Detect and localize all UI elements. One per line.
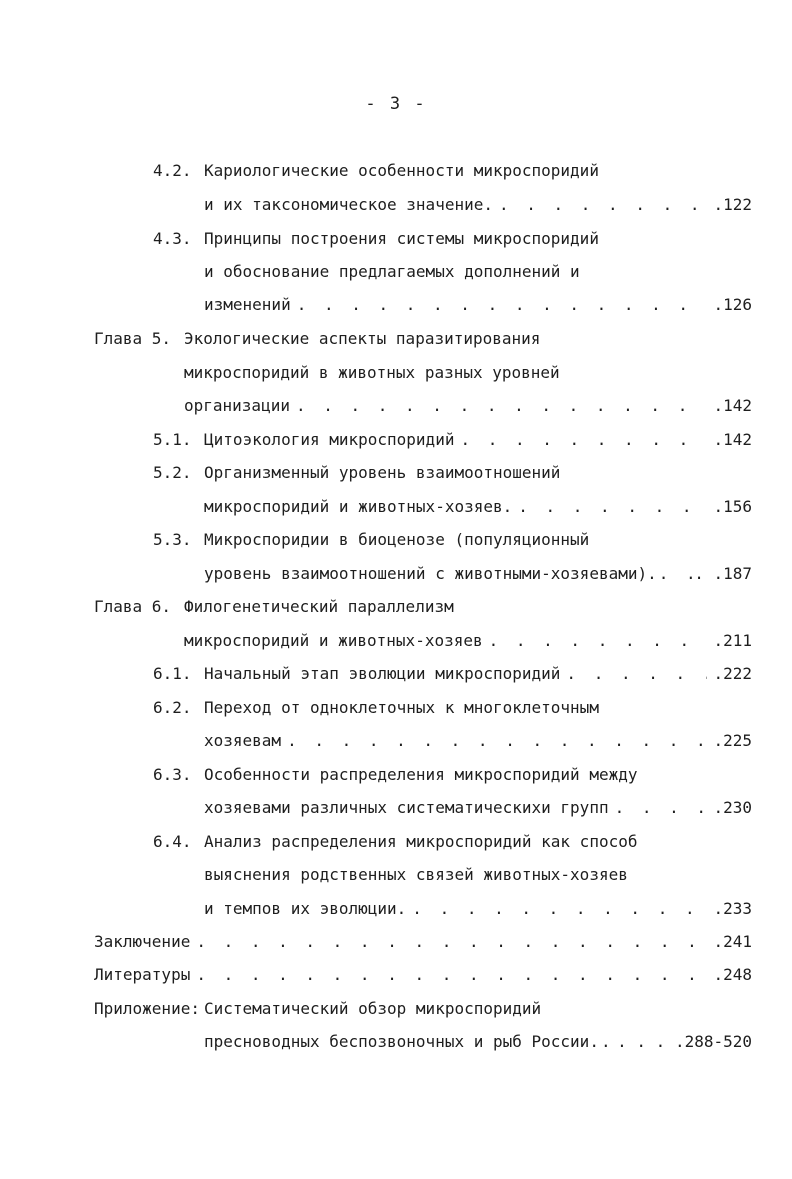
toc-4-2-line1: Кариологические особенности микроспоридий bbox=[204, 161, 599, 180]
toc-6-2-page: .225 bbox=[713, 731, 752, 750]
toc-literature-label: Литературы bbox=[94, 965, 191, 984]
toc-4-2-page: .122 bbox=[713, 195, 752, 214]
toc-entry-6-1[interactable] bbox=[204, 666, 752, 682]
toc-5-2-line2: микроспоридий и животных-хозяев. bbox=[204, 497, 513, 516]
toc-entry-ch5[interactable] bbox=[184, 398, 752, 414]
leader-dots bbox=[518, 499, 707, 515]
toc-6-4-line2: выяснения родственных связей животных-хозяев bbox=[204, 865, 628, 884]
leader-dots bbox=[615, 800, 708, 816]
toc-num-ch5: Глава 5. bbox=[94, 329, 172, 348]
leader-dots bbox=[297, 297, 708, 313]
toc-5-1-page: .142 bbox=[713, 430, 752, 449]
toc-ch6-line2: микроспоридий и животных-хозяев bbox=[184, 631, 483, 650]
toc-entry-4-2[interactable] bbox=[204, 197, 752, 213]
toc-num-5-1: 5.1. bbox=[153, 430, 192, 449]
leader-dots bbox=[296, 398, 708, 414]
toc-num-6-3: 6.3. bbox=[153, 765, 192, 784]
toc-6-3-page: .230 bbox=[713, 798, 752, 817]
toc-4-3-line2: и обоснование предлагаемых дополнений и bbox=[204, 262, 580, 281]
toc-entry-5-2[interactable] bbox=[204, 499, 752, 515]
toc-num-4-3: 4.3. bbox=[153, 229, 192, 248]
leader-dots bbox=[499, 197, 707, 213]
toc-conclusion-label: Заключение bbox=[94, 932, 191, 951]
toc-5-2-line1: Организменный уровень взаимоотношений bbox=[204, 463, 561, 482]
leader-dots bbox=[489, 633, 708, 649]
toc-entry-conclusion[interactable] bbox=[94, 934, 752, 950]
toc-appendix-line1: Систематический обзор микроспоридий bbox=[204, 999, 542, 1018]
toc-6-4-page: .233 bbox=[713, 899, 752, 918]
toc-entry-ch6[interactable] bbox=[184, 633, 752, 649]
toc-6-2-line1: Переход от одноклеточных к многоклеточным bbox=[204, 698, 599, 717]
toc-appendix-line2: пресноводных беспозвоночных и рыб России. bbox=[204, 1032, 599, 1051]
toc-entry-appendix[interactable] bbox=[204, 1034, 752, 1050]
toc-ch5-line2: микроспоридий в животных разных уровней bbox=[184, 363, 560, 382]
page-number: - 3 - bbox=[365, 94, 427, 114]
toc-num-6-2: 6.2. bbox=[153, 698, 192, 717]
toc-5-2-page: .156 bbox=[713, 497, 752, 516]
leader-dots bbox=[412, 901, 707, 917]
toc-6-1-page: .222 bbox=[713, 664, 752, 683]
toc-num-5-2: 5.2. bbox=[153, 463, 192, 482]
toc-num-6-4: 6.4. bbox=[153, 832, 192, 851]
toc-entry-6-4[interactable] bbox=[204, 901, 752, 917]
toc-6-4-line3: и темпов их эволюции. bbox=[204, 899, 407, 918]
toc-6-3-line1: Особенности распределения микроспоридий между bbox=[204, 765, 638, 784]
leader-dots bbox=[601, 1034, 615, 1050]
toc-6-4-line1: Анализ распределения микроспоридий как способ bbox=[204, 832, 638, 851]
toc-ch6-line1: Филогенетический параллелизм bbox=[184, 597, 454, 616]
leader-dots bbox=[566, 666, 707, 682]
toc-4-3-line1: Принципы построения системы микроспоридий bbox=[204, 229, 599, 248]
toc-5-3-page: . .187 bbox=[694, 564, 752, 583]
toc-entry-5-3[interactable] bbox=[204, 566, 752, 582]
toc-6-1-line1: Начальный этап эволюции микроспоридий bbox=[204, 664, 561, 683]
toc-5-3-line2: уровень взаимоотношений с животными-хозяевами). bbox=[204, 564, 657, 583]
toc-appendix-label: Приложение: bbox=[94, 999, 200, 1018]
leader-dots bbox=[287, 733, 707, 749]
toc-literature-page: .248 bbox=[713, 965, 752, 984]
toc-num-ch6: Глава 6. bbox=[94, 597, 172, 616]
toc-num-4-2: 4.2. bbox=[153, 161, 192, 180]
toc-5-3-line1: Микроспоридии в биоценозе (популяционный bbox=[204, 530, 590, 549]
leader-dots bbox=[196, 934, 707, 950]
toc-5-1-line1: Цитоэкология микроспоридий bbox=[204, 430, 455, 449]
toc-entry-5-1[interactable] bbox=[204, 432, 752, 448]
toc-entry-6-3[interactable] bbox=[204, 800, 752, 816]
toc-entry-literature[interactable] bbox=[94, 967, 752, 983]
toc-ch5-line3: организации bbox=[184, 396, 290, 415]
toc-conclusion-page: .241 bbox=[713, 932, 752, 951]
toc-4-3-line3: изменений bbox=[204, 295, 291, 314]
toc-num-5-3: 5.3. bbox=[153, 530, 192, 549]
toc-ch5-page: .142 bbox=[713, 396, 752, 415]
toc-entry-6-2[interactable] bbox=[204, 733, 752, 749]
toc-ch6-page: .211 bbox=[713, 631, 752, 650]
toc-4-3-page: .126 bbox=[713, 295, 752, 314]
toc-appendix-page: . . . .288-520 bbox=[617, 1032, 752, 1051]
toc-6-3-line2: хозяевами различных систематическихи групп bbox=[204, 798, 609, 817]
toc-ch5-line1: Экологические аспекты паразитирования bbox=[184, 329, 541, 348]
toc-4-2-line2: и их таксономическое значение. bbox=[204, 195, 493, 214]
toc-num-6-1: 6.1. bbox=[153, 664, 192, 683]
leader-dots bbox=[460, 432, 707, 448]
toc-entry-4-3[interactable] bbox=[204, 297, 752, 313]
toc-6-2-line2: хозяевам bbox=[204, 731, 282, 750]
leader-dots bbox=[196, 967, 707, 983]
leader-dots bbox=[659, 566, 692, 582]
